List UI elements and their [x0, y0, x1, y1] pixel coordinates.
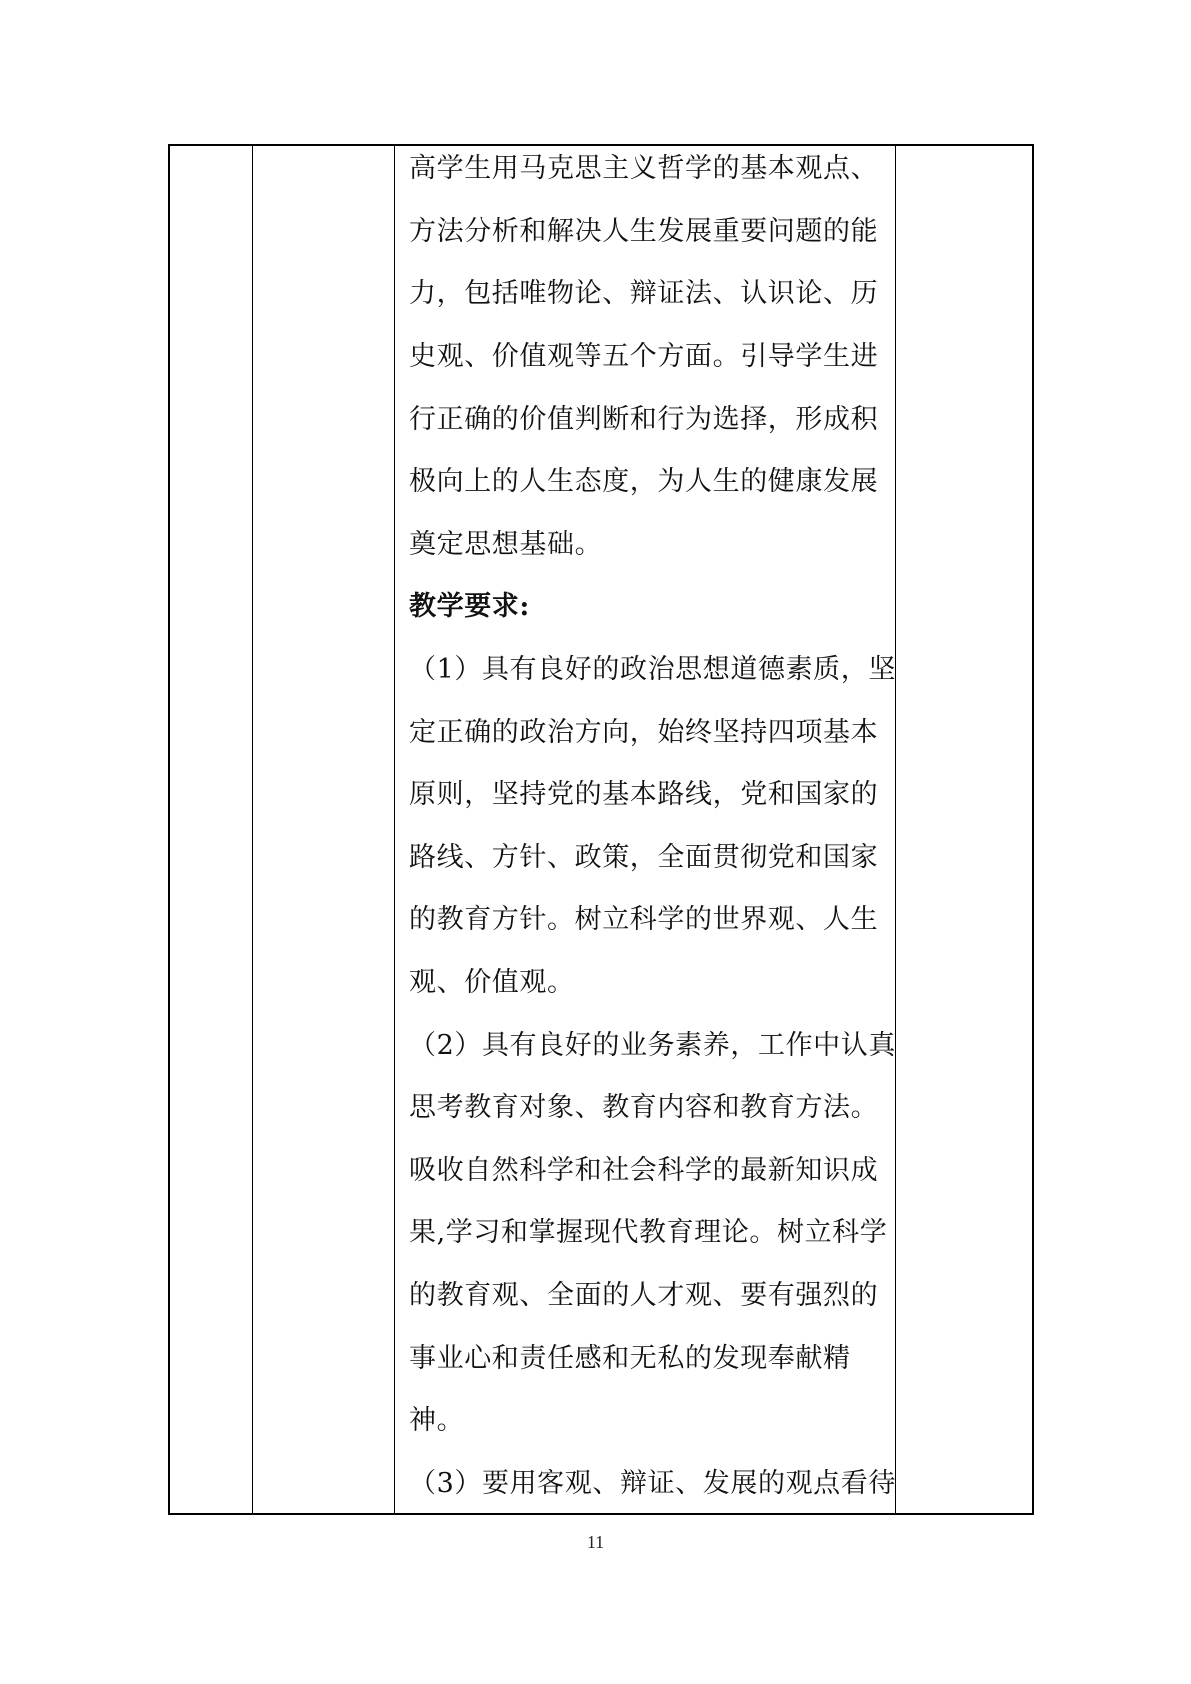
text-line: 路线、方针、政策，全面贯彻党和国家: [409, 842, 879, 873]
column-divider-2: [394, 146, 395, 1513]
text-line: 史观、价值观等五个方面。引导学生进: [409, 341, 879, 372]
text-line: （2）具有良好的业务素养，工作中认真: [409, 1030, 896, 1061]
text-line: 行正确的价值判断和行为选择，形成积: [409, 404, 879, 435]
text-line: 的教育方针。树立科学的世界观、人生: [409, 904, 879, 935]
text-line: 奠定思想基础。: [409, 529, 603, 560]
text-line: 事业心和责任感和无私的发现奉献精: [409, 1343, 851, 1374]
text-line: 原则，坚持党的基本路线，党和国家的: [409, 779, 879, 810]
text-line: 神。: [409, 1405, 465, 1436]
text-line: （1）具有良好的政治思想道德素质，坚: [409, 654, 896, 685]
text-line: 高学生用马克思主义哲学的基本观点、: [409, 153, 879, 184]
page-number: 11: [586, 1532, 605, 1552]
column-divider-1: [252, 146, 253, 1513]
text-line: 的教育观、全面的人才观、要有强烈的: [409, 1280, 879, 1311]
content-table: [168, 144, 1034, 1515]
text-line: 定正确的政治方向，始终坚持四项基本: [409, 717, 879, 748]
text-line: （3）要用客观、辩证、发展的观点看待: [409, 1468, 896, 1499]
text-line: 极向上的人生态度，为人生的健康发展: [409, 466, 879, 497]
text-line: 力，包括唯物论、辩证法、认识论、历: [409, 278, 879, 309]
text-line: 观、价值观。: [409, 967, 575, 998]
text-line: 方法分析和解决人生发展重要问题的能: [409, 216, 879, 247]
column-divider-3: [895, 146, 896, 1513]
text-line: 思考教育对象、教育内容和教育方法。: [409, 1092, 879, 1123]
text-line: 果,学习和掌握现代教育理论。树立科学: [409, 1217, 888, 1248]
section-heading: 教学要求:: [409, 591, 530, 622]
text-line: 吸收自然科学和社会科学的最新知识成: [409, 1155, 879, 1186]
